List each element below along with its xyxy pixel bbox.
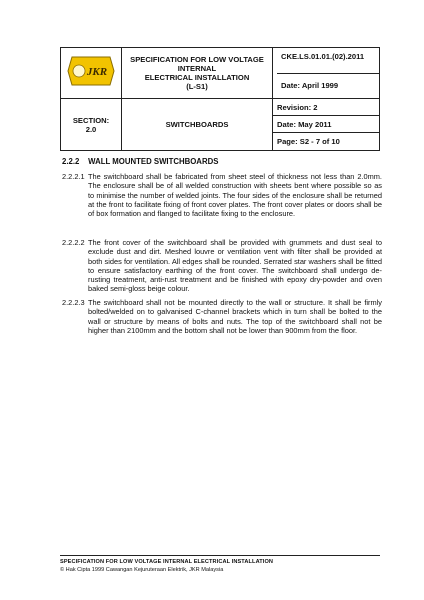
- paragraph-number: 2.2.2.3: [62, 298, 85, 307]
- spec-title-line2: ELECTRICAL INSTALLATION: [144, 73, 250, 82]
- revision-date: Date: May 2011: [273, 116, 379, 133]
- section-number: 2.0: [85, 124, 97, 134]
- revision: Revision: 2: [273, 99, 379, 116]
- paragraph-2-2-2-2: [62, 238, 382, 294]
- paragraph-number: 2.2.2.1: [62, 172, 85, 181]
- footer-copyright: © Hak Cipta 1999 Cawangan Kejuruteraan Elektrik, JKR Malaysia: [60, 567, 224, 573]
- spec-title-line1: SPECIFICATION FOR LOW VOLTAGE INTERNAL: [130, 55, 264, 73]
- subsection-heading: [62, 157, 218, 166]
- footer-spec-title: SPECIFICATION FOR LOW VOLTAGE INTERNAL ELECTRICAL INSTALLATION: [60, 559, 274, 565]
- doc-date: Date: April 1999: [281, 81, 339, 90]
- jkr-logo: [66, 53, 116, 89]
- revision-cell: [273, 99, 380, 151]
- paragraph-2-2-2-1: [62, 172, 382, 218]
- paragraph-text: The front cover of the switchboard shall be provided with grummets and dust seal to exclude dust and dirt. Meshed louvre or ventilation vent with filter shall be provided at both sides for ventilation. All edges shall be rounded. Serrated star washers shall be fitted to ensure satisfactory earthing of the front cover. The switchboard shall undergo de-rusting treatment, anti-rust treatment and be finished with epoxy dry-powder and oven baked semi-gloss beige colour.: [88, 238, 382, 294]
- doc-code: CKE.LS.01.01.(02).2011: [277, 49, 379, 74]
- paragraph-2-2-2-3: [62, 298, 382, 335]
- paragraph-number: 2.2.2.2: [62, 238, 85, 247]
- spec-title-cell: [122, 48, 273, 99]
- logo-text: JKR: [86, 65, 108, 78]
- subsection-title: WALL MOUNTED SWITCHBOARDS: [88, 157, 219, 166]
- section-label: SECTION:: [72, 115, 110, 125]
- paragraph-text: The switchboard shall be fabricated from sheet steel of thickness not less than 2.0mm. The enclosure shall be of all welded construction with sheets bent where possible so as to minimise the number of welded joints. The four sides of the enclosure shall be returned at the front to facilitate fixing of front cover plates. The front cover plates or doors shall be of box formation and flanged to facilitate fixing to the enclosure.: [88, 172, 382, 219]
- code-date-cell: [273, 48, 380, 99]
- spec-title-line3: (L-S1): [186, 82, 208, 91]
- document-header-table: [60, 47, 380, 151]
- section-cell: [61, 99, 122, 151]
- paragraph-text: The switchboard shall not be mounted directly to the wall or structure. It shall be firmly bolted/welded on to galvanised C-channel brackets which in turn shall be bolted to the wall or structure by means of bolts and nuts. The top of the switchboard shall not be higher than 2100mm and the bottom shall not be lower than 900mm from the floor.: [88, 298, 382, 335]
- section-title: SWITCHBOARDS: [122, 99, 273, 151]
- page-number: Page: S2 - 7 of 10: [277, 137, 340, 146]
- subsection-number: 2.2.2: [62, 157, 80, 166]
- jkr-logo-icon: [66, 53, 116, 89]
- footer-divider: [60, 555, 380, 556]
- logo-cell: [61, 48, 122, 99]
